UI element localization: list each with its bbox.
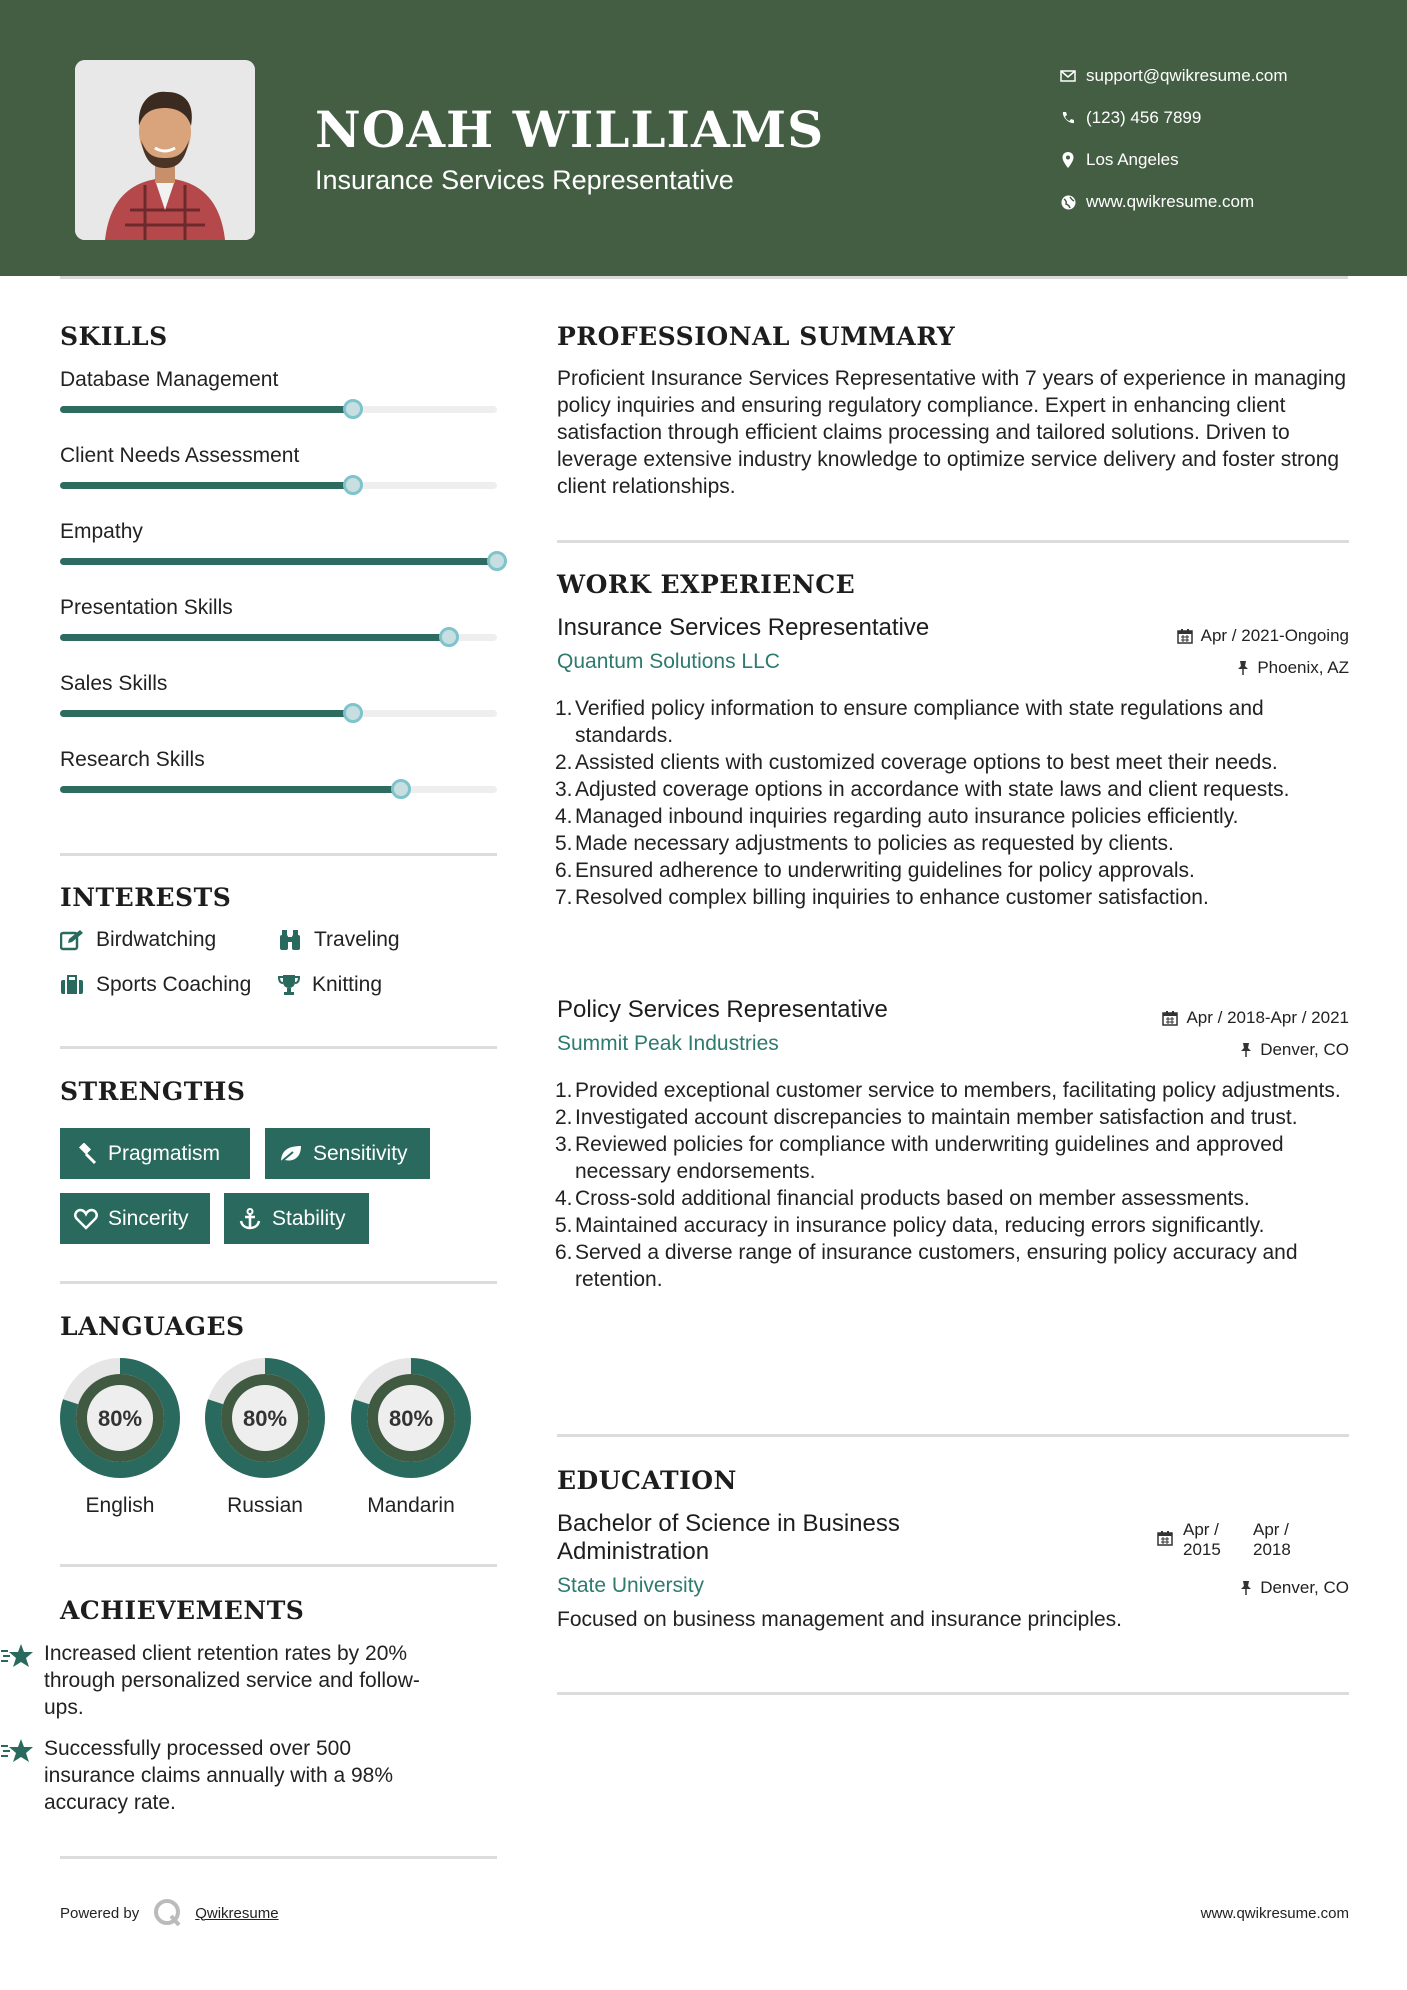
language-item	[60, 1358, 180, 1518]
duty-text: Ensured adherence to underwriting guidelines for policy approvals.	[575, 859, 1195, 882]
language-donut	[351, 1358, 471, 1478]
edit-icon	[60, 929, 96, 951]
skill-bar-fill	[60, 634, 449, 641]
language-percent: 80%	[97, 1406, 143, 1431]
education-start-month: Apr /	[1183, 1520, 1219, 1539]
skill-name: Sales Skills	[60, 672, 168, 695]
language-name: Mandarin	[367, 1494, 455, 1517]
job-entry	[557, 996, 1349, 1059]
phone-icon	[1050, 111, 1086, 125]
list-item: 5. Made necessary adjustments to policies as requested by clients.	[555, 832, 1174, 855]
star-icon	[0, 1640, 44, 1721]
calendar-icon	[1177, 628, 1193, 644]
education-location	[1240, 1578, 1349, 1598]
languages-title: LANGUAGES	[60, 1312, 245, 1341]
skill-name: Presentation Skills	[60, 596, 233, 619]
profile-photo	[75, 60, 255, 240]
job-dates	[1162, 1008, 1349, 1028]
briefcase-icon	[60, 975, 96, 995]
skill-bar-knob	[487, 551, 507, 571]
summary-section	[557, 322, 1349, 500]
list-item: 3. Reviewed policies for compliance with underwriting guidelines and approved necessary endorsements.	[555, 1133, 1284, 1183]
language-name: Russian	[227, 1494, 303, 1517]
strength-tag	[224, 1193, 369, 1244]
duty-text: Reviewed policies for compliance with underwriting guidelines and approved necessary endorsements.	[575, 1133, 1284, 1183]
star-icon	[0, 1735, 44, 1816]
school-name: State University	[557, 1574, 705, 1597]
education-section	[557, 1466, 1349, 1495]
education-start-year: 2015	[1183, 1540, 1221, 1559]
duty-text: Resolved complex billing inquiries to enhance customer satisfaction.	[575, 886, 1209, 909]
list-item: 3. Adjusted coverage options in accordance with state laws and client requests.	[555, 778, 1290, 801]
pushpin-icon	[1240, 1042, 1252, 1058]
section-divider	[60, 1856, 497, 1859]
strengths-title: STRENGTHS	[60, 1077, 246, 1106]
language-donut	[60, 1358, 180, 1478]
job-location-text: Denver, CO	[1260, 1040, 1349, 1059]
contact-email[interactable]	[1050, 55, 1390, 97]
job-dates	[1177, 626, 1349, 646]
education-end-month: Apr /	[1253, 1520, 1289, 1539]
gavel-icon	[74, 1143, 98, 1165]
interest-item	[278, 973, 382, 997]
list-item: 2. Assisted clients with customized coverage options to best meet their needs.	[555, 751, 1278, 774]
resume-header	[0, 0, 1407, 276]
achievement-item	[0, 1735, 437, 1816]
summary-text: Proficient Insurance Services Representative with 7 years of experience in managing policy inquiries and ensuring regulatory compliance. Expert in enhancing client satisfaction through efficient claims processing and tailored solutions. Driven to leverage extensive industry knowledge to optimize service delivery and foster strong client relationships.	[557, 367, 1347, 498]
skill-bar	[60, 786, 497, 793]
calendar-icon	[1162, 1010, 1178, 1026]
qwikresume-link[interactable]: Qwikresume	[195, 1904, 279, 1922]
education-start	[1183, 1520, 1253, 1560]
experience-section	[557, 570, 1349, 599]
achievements-title: ACHIEVEMENTS	[60, 1596, 305, 1625]
job-location	[1237, 658, 1349, 678]
skill-item	[60, 444, 497, 520]
contact-website-text: www.qwikresume.com	[1086, 192, 1255, 211]
strength-tag	[60, 1193, 210, 1244]
contact-email-text: support@qwikresume.com	[1086, 66, 1288, 85]
binoculars-icon	[278, 929, 314, 951]
heart-icon	[74, 1208, 98, 1230]
degree-line-2: Administration	[557, 1538, 710, 1565]
skill-item	[60, 596, 497, 672]
interest-item	[60, 973, 251, 997]
language-percent: 80%	[388, 1406, 434, 1431]
qwikresume-logo-icon	[153, 1898, 183, 1928]
trophy-icon	[278, 974, 312, 996]
section-divider	[60, 1281, 497, 1284]
job-entry	[557, 614, 1349, 677]
skills-list	[60, 368, 497, 828]
language-name: English	[85, 1494, 155, 1517]
strength-label: Stability	[272, 1206, 346, 1230]
leaf-icon	[279, 1144, 303, 1164]
job-duties	[557, 1077, 1349, 1293]
section-divider	[557, 540, 1349, 543]
education-location-text: Denver, CO	[1260, 1578, 1349, 1597]
duty-text: Verified policy information to ensure compliance with state regulations and standards.	[575, 697, 1264, 747]
skill-bar-knob	[391, 779, 411, 799]
section-divider	[60, 1564, 497, 1567]
list-item: 5. Maintained accuracy in insurance policy data, reducing errors significantly.	[555, 1214, 1265, 1237]
section-divider	[60, 1046, 497, 1049]
skill-bar-knob	[343, 475, 363, 495]
skill-name: Client Needs Assessment	[60, 444, 300, 467]
section-divider	[60, 853, 497, 856]
strength-label: Pragmatism	[108, 1141, 221, 1165]
list-item: 7. Resolved complex billing inquiries to enhance customer satisfaction.	[555, 886, 1209, 909]
duty-text: Provided exceptional customer service to members, facilitating policy adjustments.	[575, 1079, 1341, 1102]
contact-location	[1050, 139, 1390, 181]
list-item: 4. Cross-sold additional financial products based on member assessments.	[555, 1187, 1250, 1210]
duty-text: Investigated account discrepancies to maintain member satisfaction and trust.	[575, 1106, 1298, 1129]
strength-label: Sensitivity	[313, 1141, 408, 1165]
skill-item	[60, 520, 497, 596]
language-percent: 80%	[242, 1406, 288, 1431]
interest-label: Sports Coaching	[96, 973, 252, 996]
skill-name: Empathy	[60, 520, 143, 543]
duty-text: Managed inbound inquiries regarding auto insurance policies efficiently.	[575, 805, 1239, 828]
list-item: 2. Investigated account discrepancies to maintain member satisfaction and trust.	[555, 1106, 1298, 1129]
envelope-icon	[1050, 70, 1086, 82]
skill-item	[60, 748, 497, 824]
contact-location-text: Los Angeles	[1086, 150, 1179, 169]
education-entry	[557, 1510, 1349, 1630]
skills-section	[60, 322, 497, 351]
section-divider	[557, 1434, 1349, 1437]
list-item: 6. Served a diverse range of insurance customers, ensuring policy accuracy and retention.	[555, 1241, 1298, 1291]
skill-name: Database Management	[60, 368, 279, 391]
job-dates-text: Apr / 2018-Apr / 2021	[1186, 1008, 1349, 1027]
skill-bar	[60, 558, 497, 565]
strength-tag	[60, 1128, 250, 1179]
skill-bar-fill	[60, 558, 497, 565]
interest-item	[60, 928, 216, 952]
strength-label: Sincerity	[108, 1206, 189, 1230]
skill-bar-fill	[60, 786, 401, 793]
candidate-name: NOAH WILLIAMS	[315, 100, 825, 159]
job-company: Quantum Solutions LLC	[557, 650, 780, 673]
interest-label: Birdwatching	[96, 928, 217, 951]
job-duties	[557, 695, 1349, 911]
skill-bar-knob	[343, 399, 363, 419]
pushpin-icon	[1237, 660, 1249, 676]
duty-text: Assisted clients with customized coverage options to best meet their needs.	[575, 751, 1278, 774]
duty-text: Cross-sold additional financial products based on member assessments.	[575, 1187, 1250, 1210]
list-item: 6. Ensured adherence to underwriting guidelines for policy approvals.	[555, 859, 1195, 882]
education-end-year: 2018	[1253, 1540, 1291, 1559]
powered-by-label: Powered by	[60, 1904, 140, 1922]
skill-bar	[60, 406, 497, 413]
pushpin-icon	[1240, 1580, 1252, 1596]
interest-label: Knitting	[312, 973, 383, 996]
interests-section	[60, 883, 497, 912]
footer-powered-by	[60, 1898, 279, 1928]
contact-phone[interactable]	[1050, 97, 1390, 139]
language-item	[351, 1358, 471, 1518]
skill-bar	[60, 482, 497, 489]
education-dates	[1157, 1520, 1313, 1560]
duty-text: Adjusted coverage options in accordance with state laws and client requests.	[575, 778, 1290, 801]
duty-text: Served a diverse range of insurance customers, ensuring policy accuracy and retention.	[575, 1241, 1298, 1291]
section-divider	[557, 1692, 1349, 1695]
skill-bar-fill	[60, 406, 353, 413]
duty-text: Made necessary adjustments to policies as requested by clients.	[575, 832, 1174, 855]
contact-list	[1050, 55, 1390, 223]
achievements-section	[60, 1596, 497, 1625]
contact-phone-text: (123) 456 7899	[1086, 108, 1202, 127]
skill-bar-fill	[60, 482, 353, 489]
candidate-role: Insurance Services Representative	[315, 165, 734, 195]
interest-item	[278, 928, 400, 952]
job-location-text: Phoenix, AZ	[1257, 658, 1349, 677]
footer-website[interactable]: www.qwikresume.com	[1200, 1905, 1349, 1922]
degree-line-1: Bachelor of Science in Business	[557, 1510, 900, 1537]
job-title: Insurance Services Representative	[557, 614, 930, 641]
list-item: 1. Provided exceptional customer service to members, facilitating policy adjustments.	[555, 1079, 1341, 1102]
achievement-item	[0, 1640, 437, 1721]
interests-title: INTERESTS	[60, 883, 232, 912]
job-location	[1240, 1040, 1349, 1060]
skill-item	[60, 368, 497, 444]
duty-text: Maintained accuracy in insurance policy data, reducing errors significantly.	[575, 1214, 1265, 1237]
achievement-text: Increased client retention rates by 20% through personalized service and follow-ups.	[44, 1642, 420, 1719]
job-company: Summit Peak Industries	[557, 1032, 779, 1055]
summary-title: PROFESSIONAL SUMMARY	[557, 322, 956, 351]
skill-bar	[60, 710, 497, 717]
map-pin-icon	[1050, 152, 1086, 168]
skill-bar	[60, 634, 497, 641]
skills-title: SKILLS	[60, 322, 168, 351]
anchor-icon	[238, 1208, 262, 1230]
job-dates-text: Apr / 2021-Ongoing	[1200, 626, 1349, 645]
header-divider	[60, 276, 1348, 279]
skill-bar-knob	[343, 703, 363, 723]
job-title: Policy Services Representative	[557, 996, 888, 1023]
education-title: EDUCATION	[557, 1466, 737, 1495]
skill-bar-knob	[439, 627, 459, 647]
language-item	[205, 1358, 325, 1518]
skill-name: Research Skills	[60, 748, 205, 771]
education-end	[1253, 1520, 1313, 1560]
interest-label: Traveling	[314, 928, 400, 951]
skill-item	[60, 672, 497, 748]
calendar-icon	[1157, 1530, 1173, 1546]
education-description: Focused on business management and insurance principles.	[557, 1608, 1123, 1631]
experience-title: WORK EXPERIENCE	[557, 570, 856, 599]
contact-website[interactable]	[1050, 181, 1390, 223]
strength-tag	[265, 1128, 430, 1179]
globe-icon	[1050, 195, 1086, 210]
languages-section	[60, 1312, 497, 1341]
strengths-section	[60, 1077, 497, 1106]
language-donut	[205, 1358, 325, 1478]
achievement-text: Successfully processed over 500 insurance claims annually with a 98% accuracy rate.	[44, 1737, 394, 1814]
list-item: 4. Managed inbound inquiries regarding auto insurance policies efficiently.	[555, 805, 1239, 828]
list-item: 1. Verified policy information to ensure compliance with state regulations and standards.	[555, 697, 1264, 747]
skill-bar-fill	[60, 710, 353, 717]
